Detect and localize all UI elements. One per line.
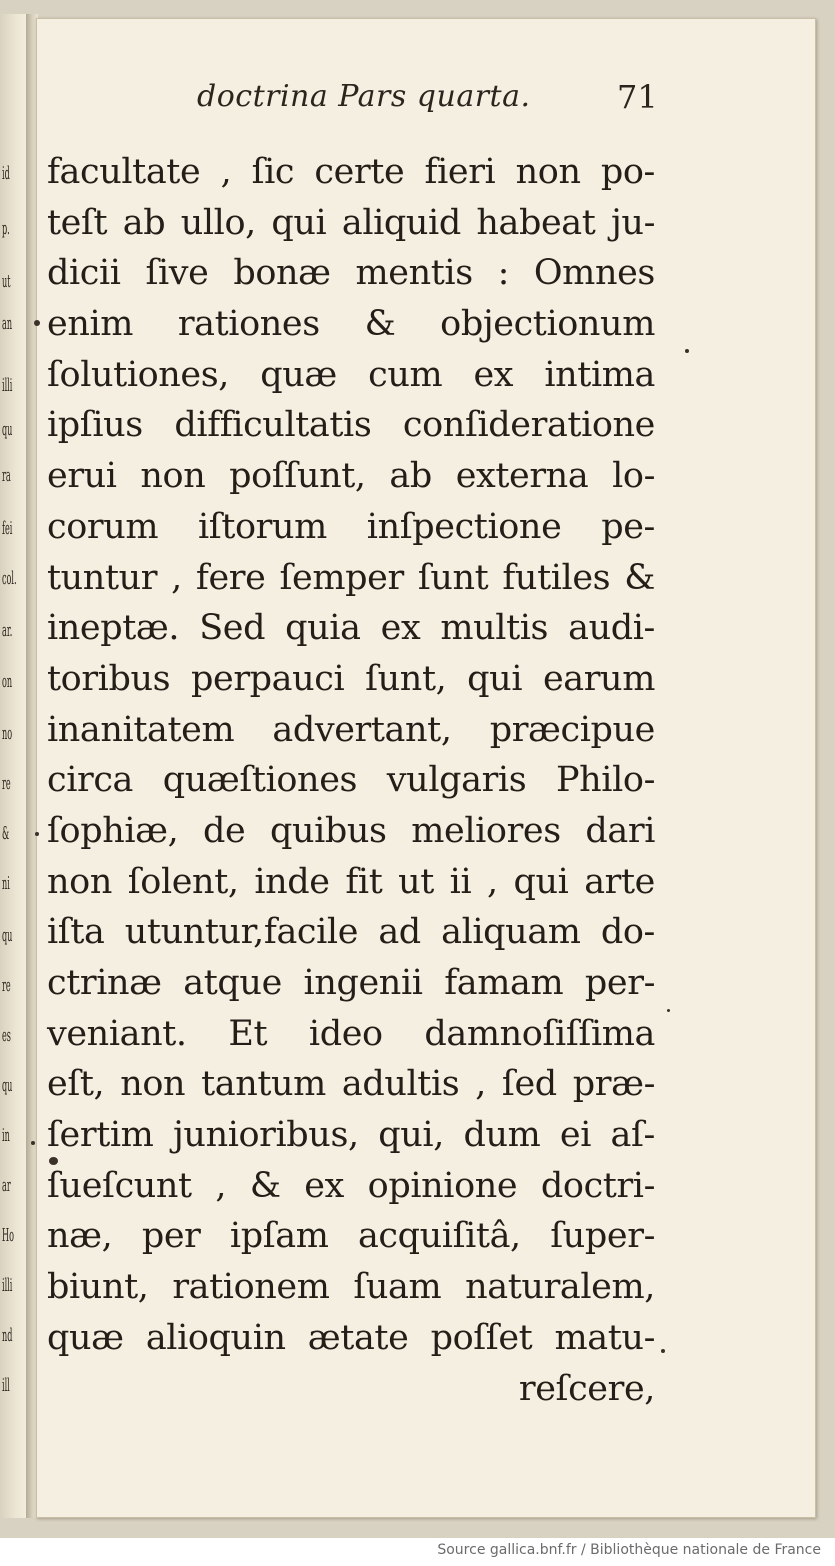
source-footer — [0, 1538, 835, 1566]
margin-fragment: nd — [2, 1325, 13, 1346]
text-line: veniant. Et ideo damnoſiſſima — [47, 1013, 655, 1054]
page-number: 71 — [617, 78, 658, 116]
margin-fragment: on — [2, 671, 13, 692]
text-line: quæ alioquin ætate poſſet matu- — [47, 1317, 655, 1358]
margin-fragment: p. — [2, 218, 10, 239]
ink-speck — [667, 1009, 670, 1012]
ink-speck — [35, 832, 39, 836]
ink-speck — [661, 1349, 665, 1353]
margin-fragment: illi — [2, 375, 13, 396]
text-line: non ſolent, inde fit ut ii , qui arte — [47, 861, 655, 902]
margin-fragment: ut — [2, 271, 11, 292]
margin-fragment: ni — [2, 873, 10, 894]
margin-fragment: col. — [2, 568, 17, 589]
ink-speck — [34, 320, 40, 326]
ink-speck — [31, 1141, 35, 1145]
source-credit: Source gallica.bnf.fr / Bibliothèque nationale de France — [437, 1542, 821, 1558]
book-page — [36, 18, 816, 1518]
text-line: dicii ſive bonæ mentis : Omnes — [47, 253, 655, 294]
running-head: doctrina Pars quarta. — [197, 79, 531, 114]
text-line: ſophiæ, de quibus meliores dari — [47, 810, 655, 851]
text-line: eſt, non tantum adultis , ſed præ- — [47, 1064, 655, 1105]
margin-fragment: ar. — [2, 620, 13, 641]
margin-fragment: in — [2, 1125, 10, 1146]
margin-fragment: qu — [2, 1075, 13, 1096]
text-line: ctrinæ atque ingenii famam per- — [47, 963, 655, 1003]
text-line: inanitatem advertant, præcipue — [47, 709, 655, 750]
margin-fragment: qu — [2, 925, 13, 946]
text-line: ſertim junioribus, qui, dum ei aſ- — [47, 1115, 655, 1156]
margin-fragment: & — [2, 823, 10, 844]
text-line: teſt ab ullo, qui aliquid habeat ju- — [47, 202, 655, 243]
text-line: ineptæ. Sed quia ex multis audi- — [47, 608, 655, 649]
text-line: toribus perpauci ſunt, qui earum — [47, 658, 655, 699]
text-line: tuntur , fere ſemper ſunt futiles & — [47, 557, 655, 598]
text-line: circa quæſtiones vulgaris Philo- — [47, 760, 655, 801]
margin-fragment: Ho — [2, 1225, 14, 1246]
margin-fragment: re — [2, 975, 11, 996]
text-line: ſolutiones, quæ cum ex intima — [47, 354, 655, 395]
margin-fragment: illi — [2, 1275, 13, 1296]
text-line: enim rationes & objectionum — [47, 304, 655, 345]
margin-fragment: no — [2, 723, 13, 744]
text-line: ipſius difficultatis conſideratione — [47, 405, 655, 446]
ink-speck — [685, 349, 689, 353]
text-line: iſta utuntur,facile ad aliquam do- — [47, 912, 655, 953]
margin-fragment: fei — [2, 518, 13, 539]
margin-fragment: an — [2, 313, 13, 334]
ink-speck — [49, 1157, 58, 1165]
margin-fragment: qu — [2, 419, 13, 440]
body-text — [47, 147, 655, 1414]
catchword: reſcere, — [518, 1368, 655, 1409]
margin-fragment: es — [2, 1025, 11, 1046]
text-line: corum iſtorum inſpectione pe- — [47, 506, 655, 547]
text-line: ſueſcunt , & ex opinione doctri- — [47, 1165, 655, 1206]
margin-fragment: ra — [2, 465, 11, 486]
text-line: facultate , ſic certe fieri non po- — [47, 152, 655, 192]
margin-fragment: id — [2, 163, 10, 184]
text-line: næ, per ipſam acquiſitâ, ſuper- — [47, 1216, 655, 1257]
margin-fragment: re — [2, 773, 11, 794]
text-line: biunt, rationem ſuam naturalem, — [47, 1267, 655, 1308]
text-line: erui non poſſunt, ab externa lo- — [47, 456, 655, 497]
margin-fragment: ar — [2, 1175, 11, 1196]
margin-fragment: ill — [2, 1375, 10, 1396]
previous-page-edge — [0, 14, 26, 1518]
